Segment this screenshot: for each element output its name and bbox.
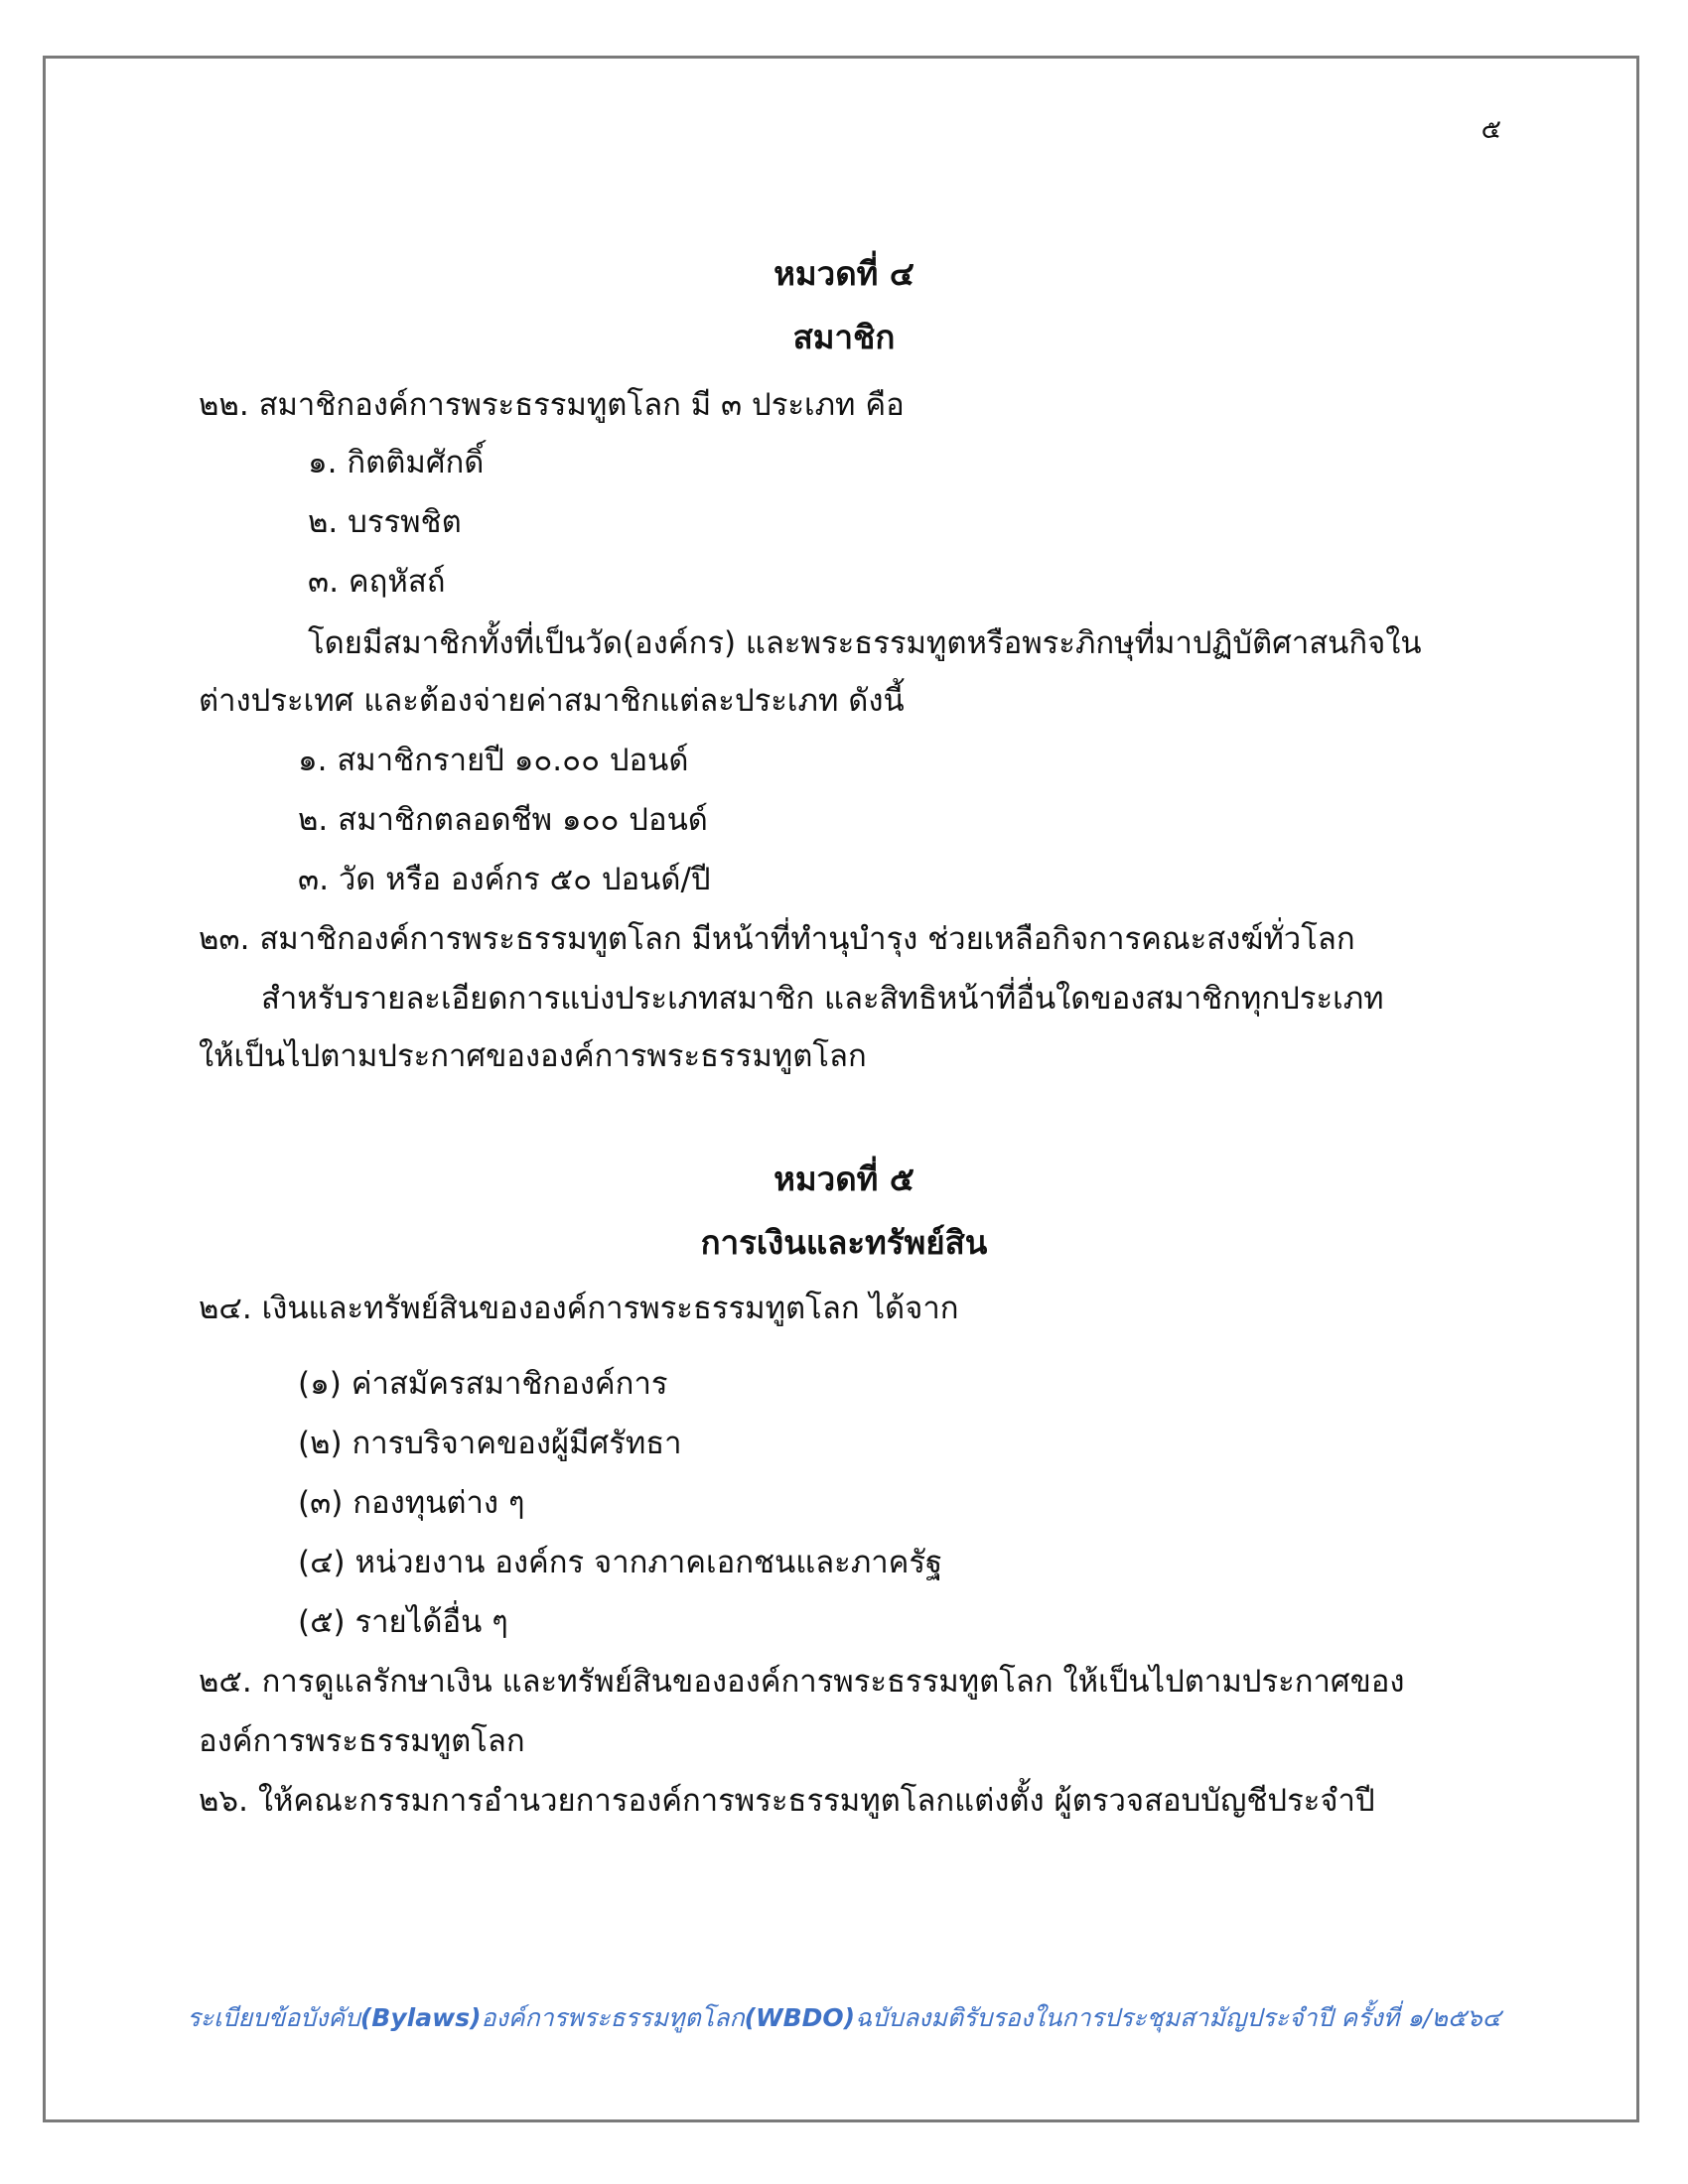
member-type-2: ๒. บรรพชิต <box>308 504 462 540</box>
footer-text-2: องค์การพระธรรมทูตโลก <box>481 2003 745 2032</box>
article-25-line-2: องค์การพระธรรมทูตโลก <box>199 1723 525 1759</box>
chapter5-subheading: การเงินและทรัพย์สิน <box>700 1223 988 1262</box>
member-type-1: ๑. กิตติมศักดิ์ <box>308 445 485 480</box>
footer-text-3: ฉบับลงมติรับรองในการประชุมสามัญประจำปี ครั้งที่ ๑/๒๕๖๔ <box>855 2003 1501 2032</box>
article-24: ๒๔. เงินและทรัพย์สินขององค์การพระธรรมทูตโลก ได้จาก <box>199 1291 959 1326</box>
article-23-line-3: ให้เป็นไปตามประกาศขององค์การพระธรรมทูตโลก <box>199 1038 867 1074</box>
income-source-3: (๓) กองทุนต่าง ๆ <box>298 1485 525 1521</box>
fee-2: ๒. สมาชิกตลอดชีพ ๑๐๐ ปอนด์ <box>298 802 708 838</box>
income-source-1: (๑) ค่าสมัครสมาชิกองค์การ <box>298 1366 668 1402</box>
article-23-line-2: สำหรับรายละเอียดการแบ่งประเภทสมาชิก และสิทธิหน้าที่อื่นใดของสมาชิกทุกประเภท <box>261 981 1384 1017</box>
paragraph-line-1: โดยมีสมาชิกทั้งที่เป็นวัด(องค์กร) และพระธรรมทูตหรือพระภิกษุที่มาปฏิบัติศาสนกิจใน <box>308 625 1422 661</box>
fee-3: ๓. วัด หรือ องค์กร ๕๐ ปอนด์/ปี <box>298 862 711 897</box>
footer-bylaws: (Bylaws) <box>359 2003 482 2032</box>
article-26: ๒๖. ให้คณะกรรมการอำนวยการองค์การพระธรรมทูตโลกแต่งตั้ง ผู้ตรวจสอบบัญชีประจำปี <box>199 1783 1375 1819</box>
article-23: ๒๓. สมาชิกองค์การพระธรรมทูตโลก มีหน้าที่ทำนุบำรุง ช่วยเหลือกิจการคณะสงฆ์ทั่วโลก <box>199 921 1355 957</box>
footer-text-1: ระเบียบข้อบังคับ <box>187 2003 360 2032</box>
income-source-5: (๕) รายได้อื่น ๆ <box>298 1604 508 1640</box>
footer-wbdo: (WBDO) <box>744 2003 856 2032</box>
chapter5-heading: หมวดที่ ๕ <box>774 1160 914 1198</box>
paragraph-line-2: ต่างประเทศ และต้องจ่ายค่าสมาชิกแต่ละประเภท ดังนี้ <box>199 683 905 719</box>
article-22: ๒๒. สมาชิกองค์การพระธรรมทูตโลก มี ๓ ประเภท คือ <box>199 387 905 423</box>
chapter4-heading: หมวดที่ ๔ <box>774 254 914 293</box>
page-number: ๕ <box>1480 114 1501 145</box>
income-source-4: (๔) หน่วยงาน องค์กร จากภาคเอกชนและภาครัฐ <box>298 1545 943 1580</box>
fee-1: ๑. สมาชิกรายปี ๑๐.๐๐ ปอนด์ <box>298 743 689 778</box>
chapter4-subheading: สมาชิก <box>792 318 896 356</box>
footer <box>0 1998 1688 2038</box>
income-source-2: (๒) การบริจาคของผู้มีศรัทธา <box>298 1426 682 1461</box>
article-25: ๒๕. การดูแลรักษาเงิน และทรัพย์สินขององค์การพระธรรมทูตโลก ให้เป็นไปตามประกาศของ <box>199 1664 1405 1700</box>
member-type-3: ๓. คฤหัสถ์ <box>308 564 446 600</box>
